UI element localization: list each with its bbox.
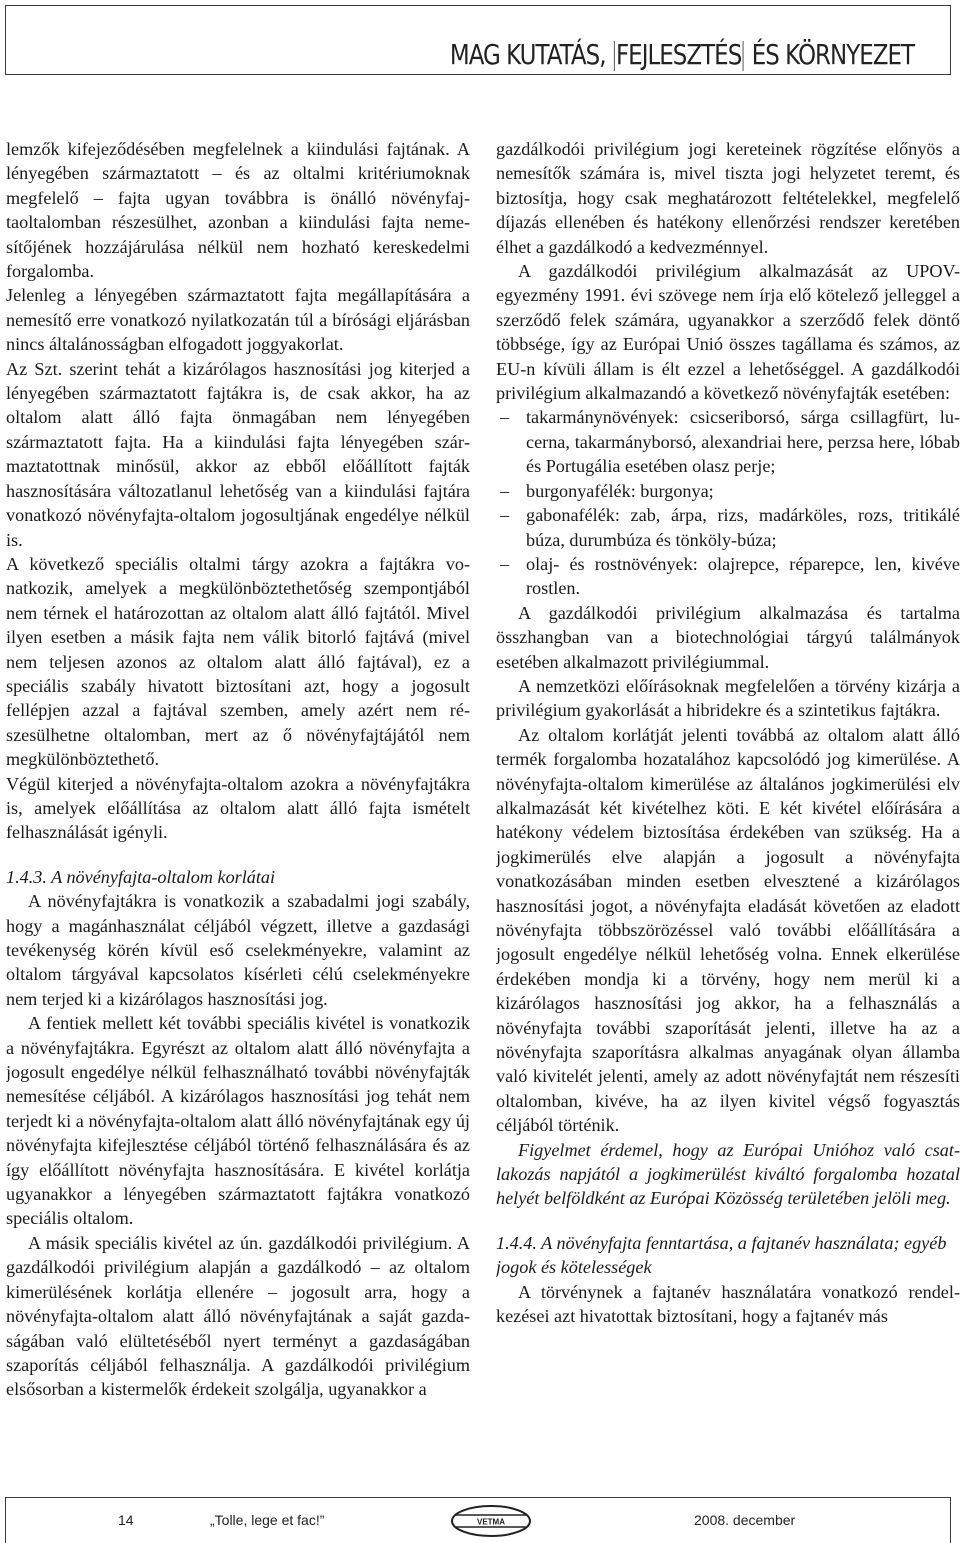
paragraph: Az Szt. szerint tehát a kizárólagos hasznosítási jog kiterjed a lényegében származtatott fajtákra is, de csak akkor, ha az oltalom alatt álló fajta önmagában nem lényegében származtatott fajta. Ha a kiindulási fajta lényegében származtatottnak minősül, akkor az ebből előállított fajták hasznosítására változatlanul lehetőség van a kiindulási fajtára vonatkozó növényfajta-oltalom jogosultjának engedélye nélkül is. xyxy=(6,358,470,550)
paragraph: A gazdálkodói privilégium alkalmazása és tartalma összhangban van a biotechnológiai tárgyú találmányok esetében alkalmazott privilégiummal. xyxy=(496,602,960,672)
vetma-logo-icon xyxy=(450,1504,532,1538)
paragraph: A következő speciális oltalmi tárgy azokra a fajtákra vonatkozik, amelyek a megkülönböztethetőség szempontjából nem térnek el határozottan az oltalom alatt álló fajtától. Mivel ilyen esetben a másik fajta nem válik bitorló fajtává (mivel nem teljesen azonos az oltalom alatt álló fajtával), ez a speciális szabály hivatott biztosítani azt, hogy a jogosult fellépjen azzal a fajtával szemben, amely azért nem részesülhetne oltalomban, mert az ő növényfajtájától nem megkülönböztethető. xyxy=(6,553,470,770)
header-box xyxy=(5,5,951,75)
paragraph: Jelenleg a lényegében származtatott fajta megállapítására a nemesítő erre vonatkozó nyilatkozatán túl a bírósági eljárásban nincs általánosságban elfogadott joggyakorlat. xyxy=(6,285,470,355)
italic-paragraph: Figyelmet érdemel, hogy az Európai Unióhoz való csatlakozás napjától a jogkimerülést kiváltó forgalomba hozatal helyét belföldként az Európai Közösség területében jelöli meg. xyxy=(496,1139,960,1209)
paragraph: A fentiek mellett két további speciális kivétel is vonatkozik a növényfajtákra. Egyrészt az oltalom alatt álló növényfajta a jogosult engedélye nélkül felhasználható további növényfajták nemesítése céljából. A kizárólagos hasznosítási jog tehát nem terjedt ki a növényfajta-oltalom alatt álló növényfajtának egy új növényfajta kifejlesztése céljából történő felhasználására és az így előállított növényfajta hasznosítására. E kivétel korlátja ugyanakkor a lényegében származtatott fajtákra vonatkozó speciális oltalom. xyxy=(6,1013,470,1229)
header-divider xyxy=(613,41,614,71)
header-divider xyxy=(743,41,744,71)
paragraph: A másik speciális kivétel az ún. gazdálkodói privilégium. A gazdálkodói privilégium alapján a gazdálkodó – az oltalom kimerülésének korlátja ellenére – jogosult arra, hogy a növényfajta-oltalom alatt álló növényfajtának a saját gazdaságában való elültetéséből nyert terményt a gazdaságában szaporítás céljából felhasználja. A gazdálkodói privilégium elsősorban a kistermelők érdekeit szolgálja, ugyanakkor a xyxy=(6,1232,470,1400)
footer-motto: „Tolle, lege et fac!” xyxy=(210,1512,325,1528)
paragraph: gazdálkodói privilégium jogi kereteinek rögzítése előnyös a nemesítők számára is, mivel tiszta jogi helyzetet teremt, és biztosítja, hogy csak meghatározott feltételekkel, megfelelő díjazás ellenében és hatékony ellenőrzési rendszer keretében élhet a gazdálkodó a kedvezménnyel. xyxy=(496,139,960,257)
header-title-part-3: ÉS KÖRNYEZET xyxy=(745,38,914,71)
list-item: – olaj- és rostnövények: olajrepce, réparepce, len, kivéve rostlen. xyxy=(496,552,960,601)
section-heading: 1.4.3. A növényfajta-oltalom korlátai xyxy=(6,866,276,887)
header-title-part-2: FEJLESZTÉS xyxy=(615,38,742,71)
logo-text: VETMA xyxy=(477,1517,505,1527)
plant-species-list xyxy=(496,405,960,600)
header-title-part-1: MAG KUTATÁS, xyxy=(449,38,612,71)
list-item: – burgonyafélék: burgonya; xyxy=(496,479,960,503)
list-item: – gabonafélék: zab, árpa, rizs, madárköles, rozs, tritikálé búza, durumbúza és tönköly-búza; xyxy=(496,503,960,552)
footer-date: 2008. december xyxy=(694,1512,796,1528)
paragraph: A nemzetközi előírásoknak megfelelően a törvény kizárja a privilégium gyakorlását a hibridekre és a szintetikus fajtákra. xyxy=(496,675,960,721)
paragraph: A gazdálkodói privilégium alkalmazását az UPOV-egyezmény 1991. évi szövege nem írja elő kötelező jelleggel a szerződő felek számára, ugyanakkor a szerződő felek döntő többsége, így az Európai Unió összes tagállama és számos, az EU-n kívüli állam is élt ezzel a lehetőséggel. A gazdálkodói privilégium alkalmazandó a következő növényfajták esetében: xyxy=(496,261,960,404)
left-column xyxy=(6,137,470,1467)
right-column xyxy=(496,137,960,1467)
paragraph: lemzők kifejeződésében megfelelnek a kiindulási fajtának. A lényegében származtatott – és az oltalmi kritériumoknak megfelelő – fajta ugyan továbbra is önálló növényfajtaoltalomban részesülhet, azonban a kiindulási fajta nemesítőjének hozzájárulása nélkül nem hozható kereskedelmi forgalomba. xyxy=(6,139,470,282)
paragraph: A növényfajtákra is vonatkozik a szabadalmi jogi szabály, hogy a magánhasználat céljából végzett, illetve a gazdasági tevékenység körén kívül eső cselekményekre, valamint az oltalom tárgyával kapcsolatos kísérleti célú cselekményekre nem terjed ki a kizárólagos hasznosítási jog. xyxy=(6,891,470,1009)
paragraph: Az oltalom korlátját jelenti továbbá az oltalom alatt álló termék forgalomba hozatalához kapcsolódó jog kimerülése. A növényfajta-oltalom kimerülése az általános jogkimerülési elv alkalmazását két kivételhez köti. E két kivétel előírására a hatékony védelem biztosítása érdekében van szükség. Ha a jogkimerülés elve alapján a jogosult a növényfajta vonatkozásában minden esetben elvesztené a kizárólagos hasznosítási jogot, a növényfajta eladását követően az eladott növényfajta többszörözéssel való további előállítására a jogosult engedélye nélkül lehetőség volna. Ennek elkerülése érdekében mondja ki a törvény, hogy nem merül ki a kizárólagos hasznosítási jog akkor, ha a felhasználás a növényfajta további szaporítását jelenti, illetve ha az a növényfajta szaporításra alkalmas anyagának olyan államba való kivitelét jelenti, amely az adott növényfajtát nem részesíti oltalomban, kivéve, ha az ilyen kivitel végső fogyasztás céljából történik. xyxy=(496,724,960,1136)
footer xyxy=(5,1497,951,1543)
paragraph: Végül kiterjed a növényfajta-oltalom azokra a növényfajtákra is, amelyek előállítása az oltalom alatt álló fajta ismételt felhasználását igényli. xyxy=(6,773,470,843)
page-number: 14 xyxy=(118,1512,134,1528)
list-item: – takarmánynövények: csicseriborsó, sárga csillagfürt, lucerna, takarmányborsó, alexandriai here, perzsa here, lóbab és Portugália esetében olasz perje; xyxy=(496,405,960,478)
header-title xyxy=(450,38,914,71)
section-heading: 1.4.4. A növényfajta fenntartása, a fajtanév használata; egyéb jogok és kötelességek xyxy=(496,1232,947,1278)
paragraph: A törvénynek a fajtanév használatára vonatkozó rendelkezései azt hivatottak biztosítani, hogy a fajtanév más xyxy=(496,1281,960,1327)
